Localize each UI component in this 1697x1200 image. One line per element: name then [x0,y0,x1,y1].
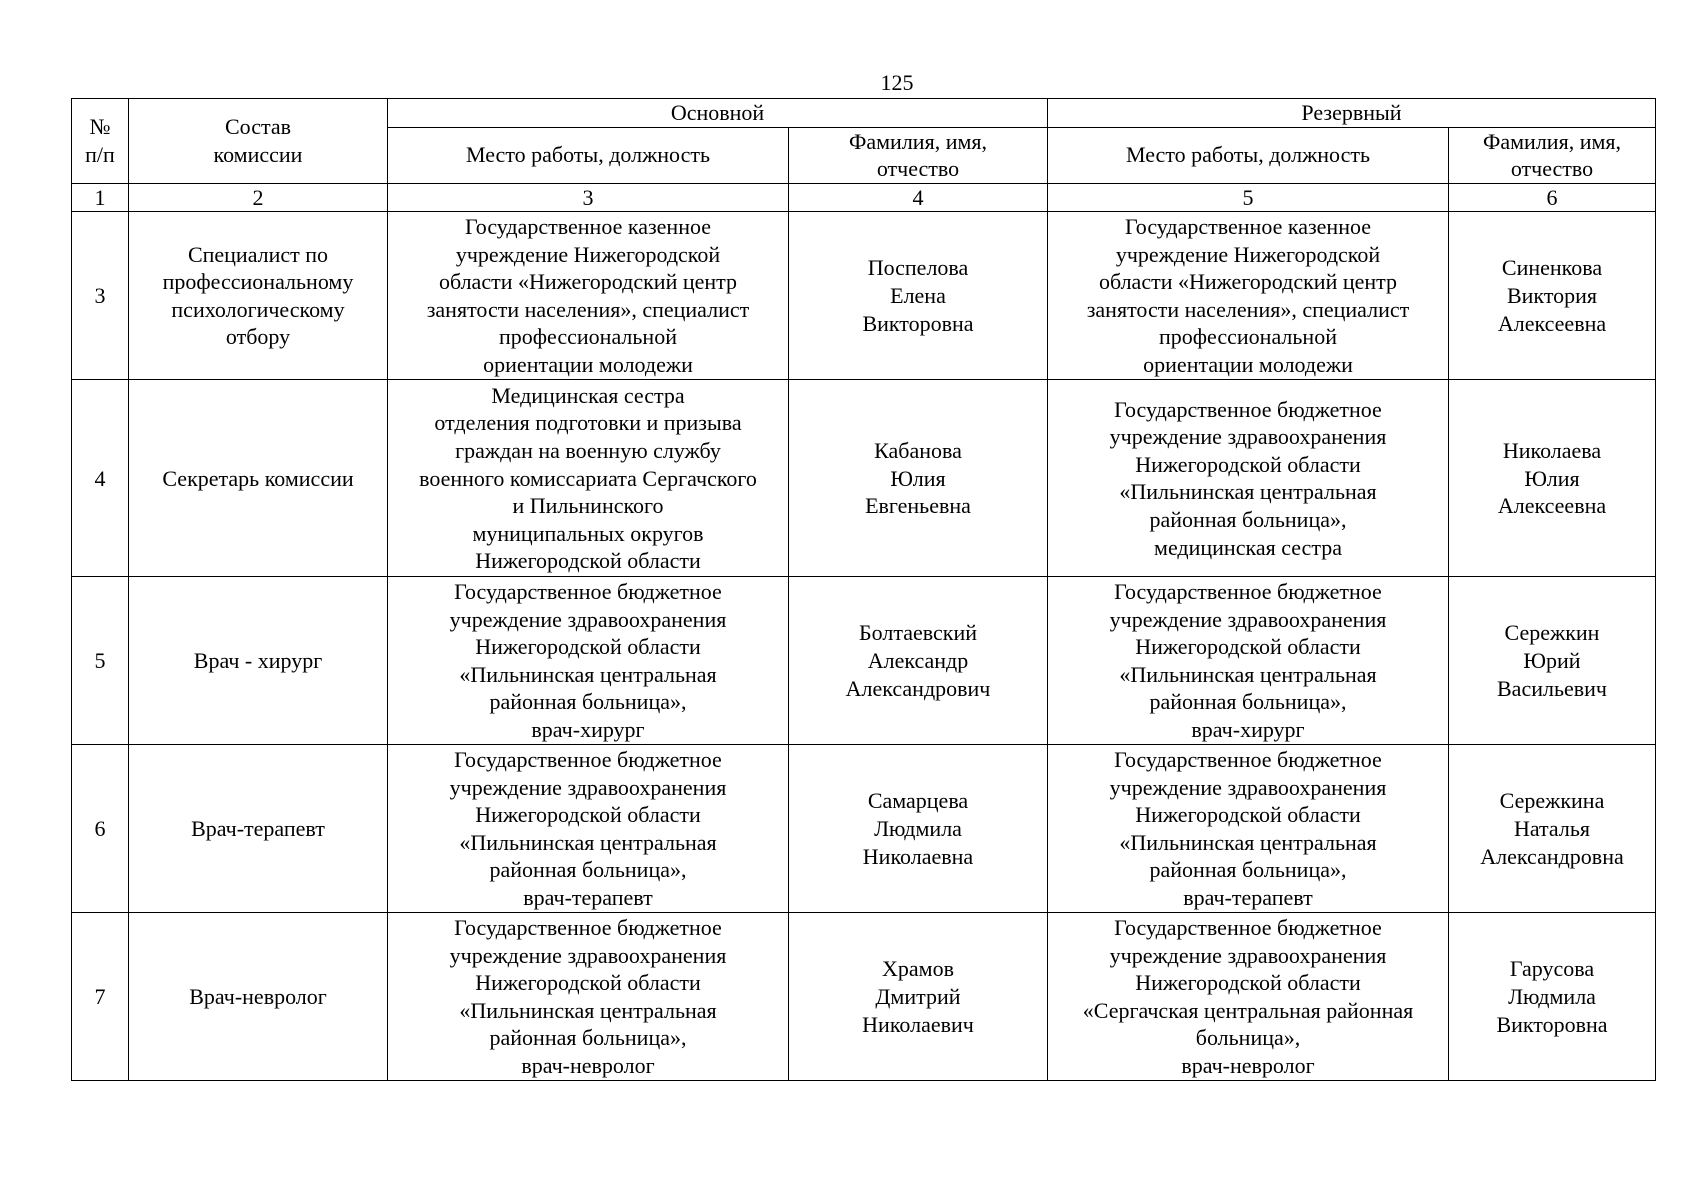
table-row [72,913,1656,1081]
row-num: 6 [72,745,129,913]
header-main-workplace: Место работы, должность [388,127,789,183]
row-role: Секретарь комиссии [129,380,388,577]
row-main-fio: Болтаевский Александр Александрович [789,577,1048,745]
row-main-fio: Самарцева Людмила Николаевна [789,745,1048,913]
row-main-fio: Поспелова Елена Викторовна [789,212,1048,380]
column-number: 6 [1449,183,1656,212]
row-num: 7 [72,913,129,1081]
row-reserve-workplace: Государственное бюджетное учреждение здравоохранения Нижегородской области «Сергачская центральная районная больница», врач-невролог [1048,913,1449,1081]
row-main-workplace: Государственное казенное учреждение Нижегородской области «Нижегородский центр занятости населения», специалист профессиональной ориентации молодежи [388,212,789,380]
header-reserve-fio: Фамилия, имя, отчество [1449,127,1656,183]
header-reserve-workplace: Место работы, должность [1048,127,1449,183]
row-num: 5 [72,577,129,745]
page-number: 125 [880,70,914,95]
column-numbers-row [72,183,1656,212]
header-composition: Состав комиссии [129,99,388,184]
table-row [72,745,1656,913]
row-reserve-workplace: Государственное бюджетное учреждение здравоохранения Нижегородской области «Пильнинская центральная районная больница», медицинская сестра [1048,380,1449,577]
row-reserve-fio: Гарусова Людмила Викторовна [1449,913,1656,1081]
row-num: 4 [72,380,129,577]
header-main: Основной [388,99,1048,128]
row-main-workplace: Государственное бюджетное учреждение здравоохранения Нижегородской области «Пильнинская центральная районная больница», врач-терапевт [388,745,789,913]
row-role: Специалист по профессиональному психологическому отбору [129,212,388,380]
row-main-workplace: Медицинская сестра отделения подготовки и призыва граждан на военную службу военного комиссариата Сергачского и Пильнинского муниципальных округов Нижегородской области [388,380,789,577]
column-number: 1 [72,183,129,212]
row-main-workplace: Государственное бюджетное учреждение здравоохранения Нижегородской области «Пильнинская центральная районная больница», врач-хирург [388,577,789,745]
row-main-workplace: Государственное бюджетное учреждение здравоохранения Нижегородской области «Пильнинская центральная районная больница», врач-невролог [388,913,789,1081]
column-number: 2 [129,183,388,212]
column-number: 4 [789,183,1048,212]
column-number: 3 [388,183,789,212]
row-reserve-workplace: Государственное бюджетное учреждение здравоохранения Нижегородской области «Пильнинская центральная районная больница», врач-хирург [1048,577,1449,745]
row-role: Врач-терапевт [129,745,388,913]
row-reserve-fio: Синенкова Виктория Алексеевна [1449,212,1656,380]
row-role: Врач - хирург [129,577,388,745]
header-num: № п/п [72,99,129,184]
header-main-fio: Фамилия, имя, отчество [789,127,1048,183]
row-reserve-fio: Сережкин Юрий Васильевич [1449,577,1656,745]
row-main-fio: Храмов Дмитрий Николаевич [789,913,1048,1081]
header-reserve: Резервный [1048,99,1656,128]
table-row [72,212,1656,380]
commission-table [71,98,1656,1081]
row-reserve-workplace: Государственное бюджетное учреждение здравоохранения Нижегородской области «Пильнинская центральная районная больница», врач-терапевт [1048,745,1449,913]
table-row [72,380,1656,577]
table-row [72,577,1656,745]
row-reserve-fio: Николаева Юлия Алексеевна [1449,380,1656,577]
header-row-groups [72,99,1656,128]
row-reserve-workplace: Государственное казенное учреждение Нижегородской области «Нижегородский центр занятости населения», специалист профессиональной ориентации молодежи [1048,212,1449,380]
row-reserve-fio: Сережкина Наталья Александровна [1449,745,1656,913]
row-num: 3 [72,212,129,380]
column-number: 5 [1048,183,1449,212]
row-role: Врач-невролог [129,913,388,1081]
row-main-fio: Кабанова Юлия Евгеньевна [789,380,1048,577]
